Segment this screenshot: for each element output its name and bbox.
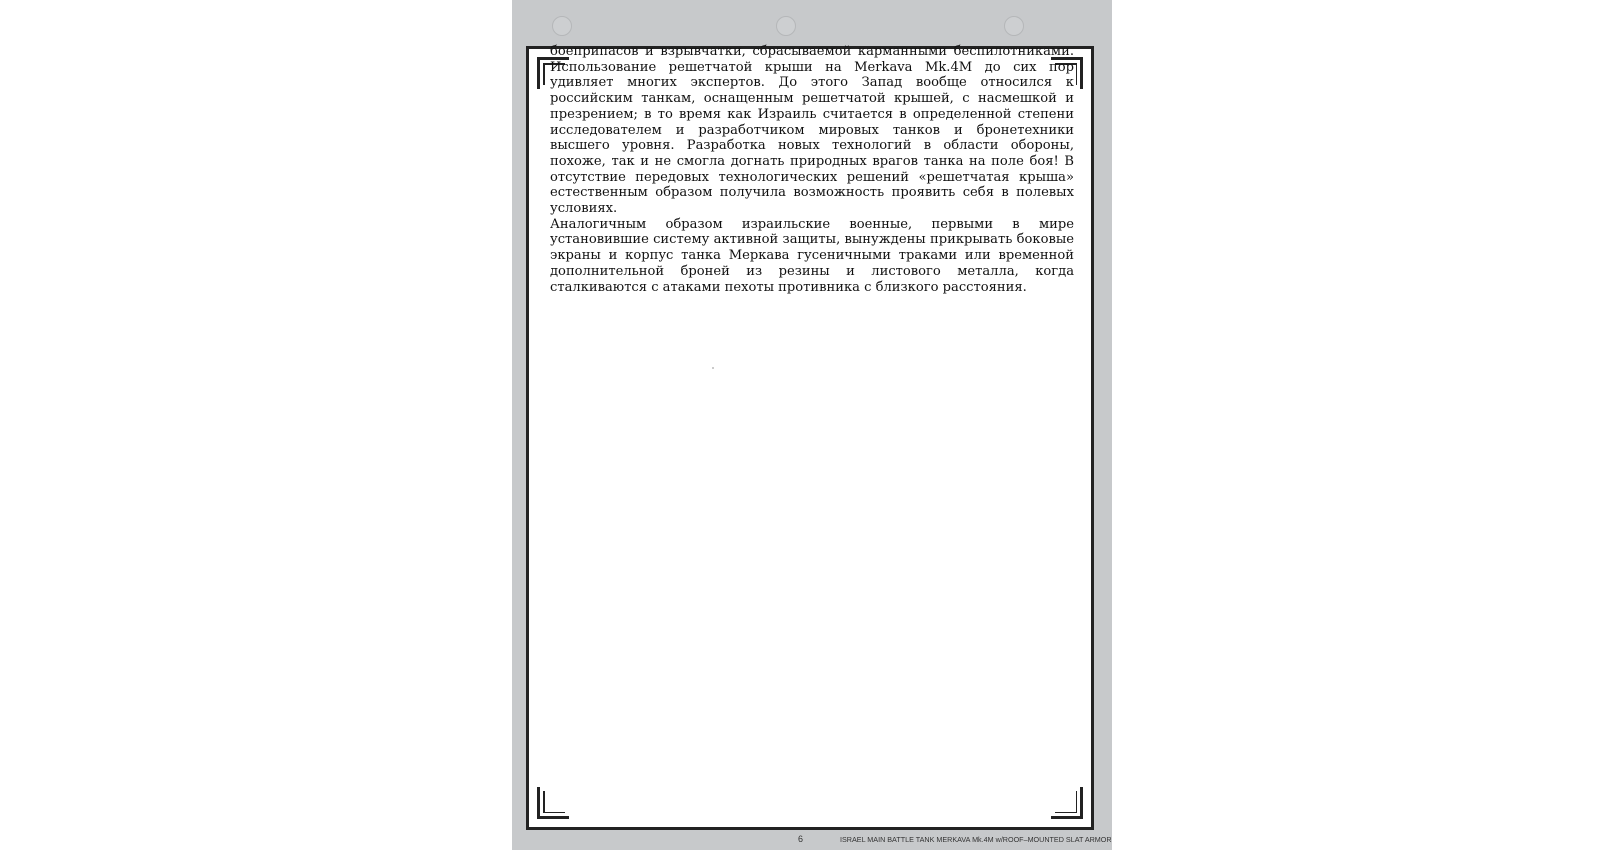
footer-title: ISRAEL MAIN BATTLE TANK MERKAVA Mk.4M w/ROOF–MOUNTED SLAT ARMOR bbox=[840, 835, 1112, 844]
punch-hole bbox=[1004, 16, 1024, 36]
paragraph: боеприпасов и взрывчатки, сбрасываемой карманными беспилотниками. Использование решетчатой крыши на Merkava Mk.4M до сих пор удивляет многих экспертов. До этого Запад вообще относился к российским танкам, оснащенным решетчатой крышей, с насмешкой и презрением; в то время как Израиль считается в определенной степени исследователем и разработчиком мировых танков и бронетехники высшего уровня. Разработка новых технологий в области обороны, похоже, так и не смогла догнать природных врагов танка на поле боя! В отсутствие передовых технологических решений «решетчатая крыша» естественным образом получила возможность проявить себя в полевых условиях. bbox=[550, 44, 1074, 217]
document-page bbox=[512, 0, 1112, 850]
corner-ornament-bottom-right bbox=[1051, 787, 1083, 819]
punch-hole bbox=[776, 16, 796, 36]
corner-ornament-bottom-left bbox=[537, 787, 569, 819]
page-number: 6 bbox=[798, 834, 804, 844]
article-body bbox=[550, 44, 1074, 295]
punch-hole bbox=[552, 16, 572, 36]
paper-speck bbox=[712, 367, 714, 369]
paragraph: Аналогичным образом израильские военные, первыми в мире установившие систему активной защиты, вынуждены прикрывать боковые экраны и корпус танка Меркава гусеничными траками или временной дополнительной броней из резины и листового металла, когда сталкиваются с атаками пехоты противника с близкого расстояния. bbox=[550, 216, 1074, 295]
